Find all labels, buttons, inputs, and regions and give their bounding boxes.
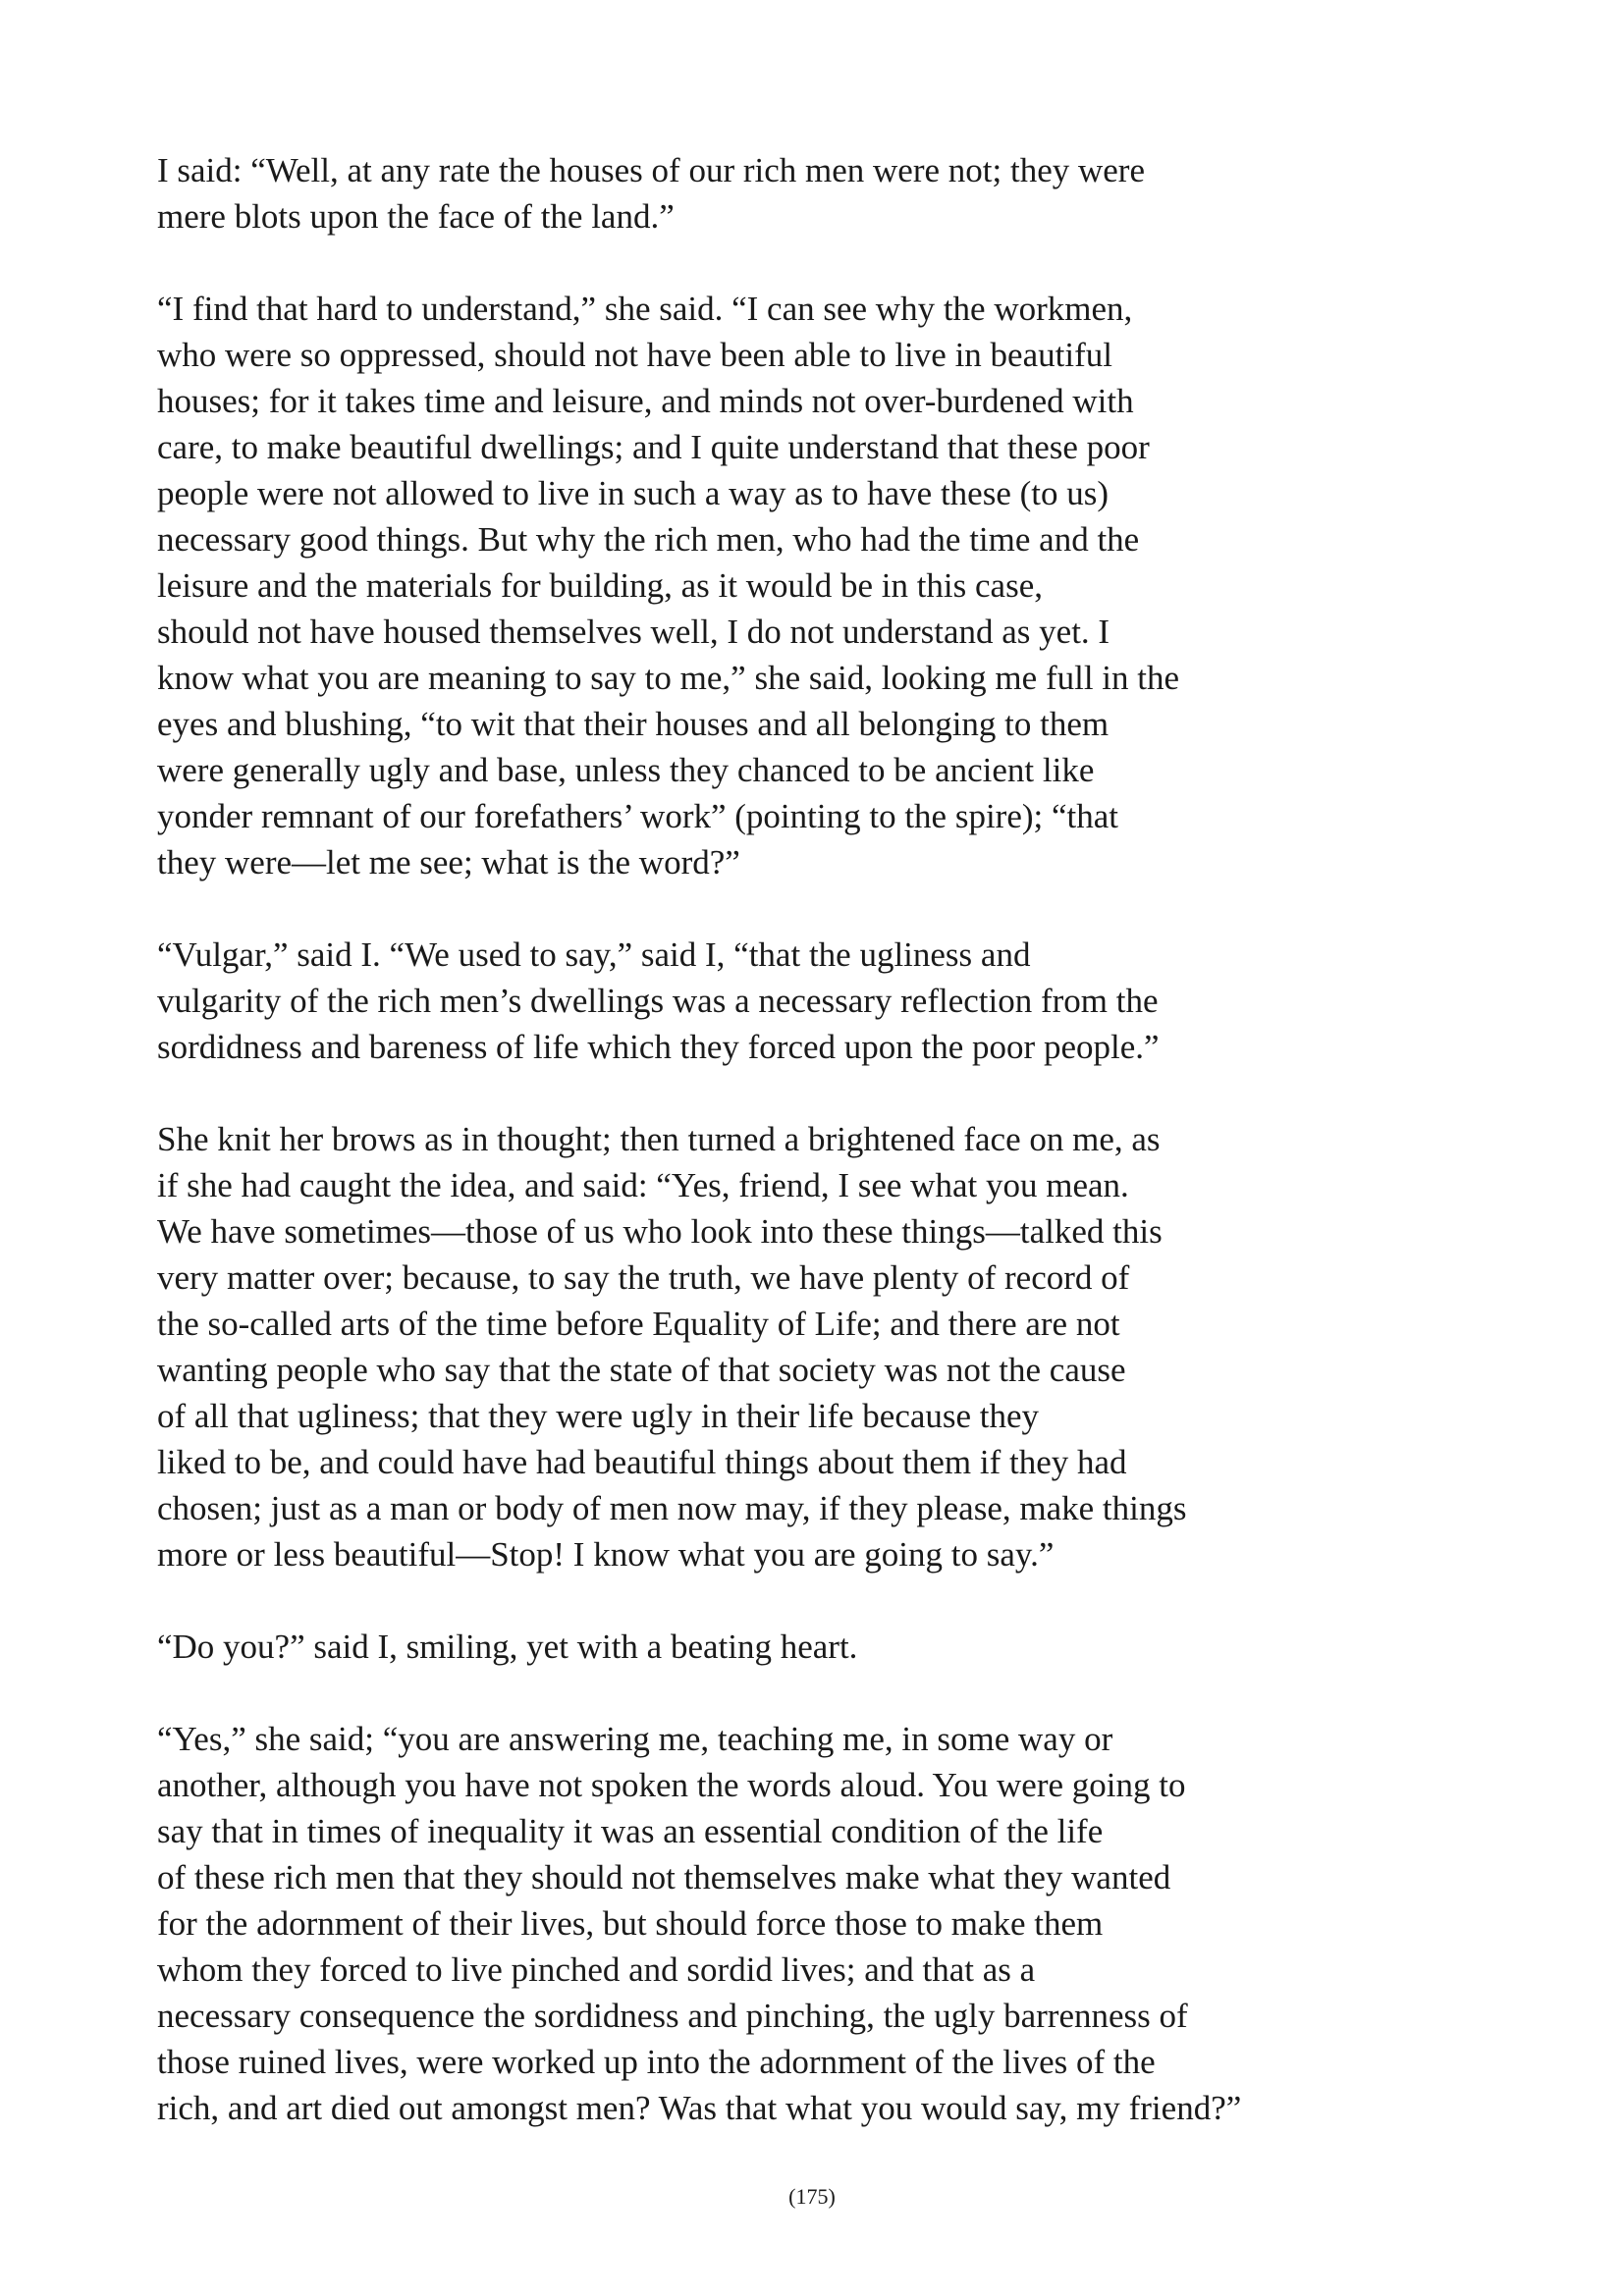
text-line: yonder remnant of our forefathers’ work” (pointing to the spire); “that — [157, 797, 1119, 835]
text-line: who were so oppressed, should not have been able to live in beautiful — [157, 336, 1112, 374]
paragraph — [157, 932, 1492, 1070]
text-line: know what you are meaning to say to me,” she said, looking me full in the — [157, 659, 1180, 697]
text-line: eyes and blushing, “to wit that their houses and all belonging to them — [157, 705, 1110, 743]
text-line: I said: “Well, at any rate the houses of our rich men were not; they were — [157, 151, 1145, 189]
text-line: were generally ugly and base, unless they chanced to be ancient like — [157, 751, 1095, 789]
text-line: “Vulgar,” said I. “We used to say,” said I, “that the ugliness and — [157, 935, 1031, 974]
text-line: people were not allowed to live in such a way as to have these (to us) — [157, 474, 1110, 512]
text-line: of all that ugliness; that they were ugly in their life because they — [157, 1397, 1040, 1435]
text-line: another, although you have not spoken the words aloud. You were going to — [157, 1766, 1186, 1804]
paragraph — [157, 286, 1492, 885]
text-line: the so-called arts of the time before Equality of Life; and there are not — [157, 1305, 1120, 1343]
text-line: “I find that hard to understand,” she said. “I can see why the workmen, — [157, 290, 1133, 328]
text-line: more or less beautiful—Stop! I know what you are going to say.” — [157, 1535, 1055, 1574]
text-line: very matter over; because, to say the truth, we have plenty of record of — [157, 1258, 1130, 1297]
text-line: necessary consequence the sordidness and pinching, the ugly barrenness of — [157, 1997, 1188, 2035]
text-line: leisure and the materials for building, as it would be in this case, — [157, 566, 1044, 605]
text-line: of these rich men that they should not themselves make what they wanted — [157, 1858, 1171, 1896]
text-line: those ruined lives, were worked up into the adornment of the lives of the — [157, 2043, 1156, 2081]
text-line: liked to be, and could have had beautiful things about them if they had — [157, 1443, 1127, 1481]
text-line: rich, and art died out amongst men? Was that what you would say, my friend?” — [157, 2089, 1242, 2127]
text-line: “Yes,” she said; “you are answering me, teaching me, in some way or — [157, 1720, 1113, 1758]
body-text — [157, 147, 1492, 2177]
paragraph — [157, 1716, 1492, 2131]
paragraph — [157, 1624, 1492, 1670]
text-line: care, to make beautiful dwellings; and I quite understand that these poor — [157, 428, 1150, 466]
text-line: say that in times of inequality it was an essential condition of the life — [157, 1812, 1104, 1850]
text-line: should not have housed themselves well, I do not understand as yet. I — [157, 613, 1110, 651]
text-line: chosen; just as a man or body of men now may, if they please, make things — [157, 1489, 1187, 1527]
text-line: wanting people who say that the state of that society was not the cause — [157, 1351, 1126, 1389]
text-line: “Do you?” said I, smiling, yet with a beating heart. — [157, 1628, 858, 1666]
text-line: We have sometimes—those of us who look into these things—talked this — [157, 1212, 1163, 1251]
text-line: whom they forced to live pinched and sordid lives; and that as a — [157, 1950, 1036, 1989]
text-line: necessary good things. But why the rich men, who had the time and the — [157, 520, 1140, 559]
text-line: if she had caught the idea, and said: “Yes, friend, I see what you mean. — [157, 1166, 1129, 1204]
text-line: vulgarity of the rich men’s dwellings was a necessary reflection from the — [157, 982, 1159, 1020]
paragraph — [157, 1116, 1492, 1577]
text-line: for the adornment of their lives, but should force those to make them — [157, 1904, 1104, 1943]
text-line: sordidness and bareness of life which they forced upon the poor people.” — [157, 1028, 1160, 1066]
text-line: mere blots upon the face of the land.” — [157, 197, 675, 236]
text-line: She knit her brows as in thought; then turned a brightened face on me, as — [157, 1120, 1161, 1158]
text-line: houses; for it takes time and leisure, and minds not over-burdened with — [157, 382, 1134, 420]
text-line: they were—let me see; what is the word?” — [157, 843, 740, 881]
paragraph — [157, 147, 1492, 240]
page-number: (175) — [788, 2184, 836, 2209]
